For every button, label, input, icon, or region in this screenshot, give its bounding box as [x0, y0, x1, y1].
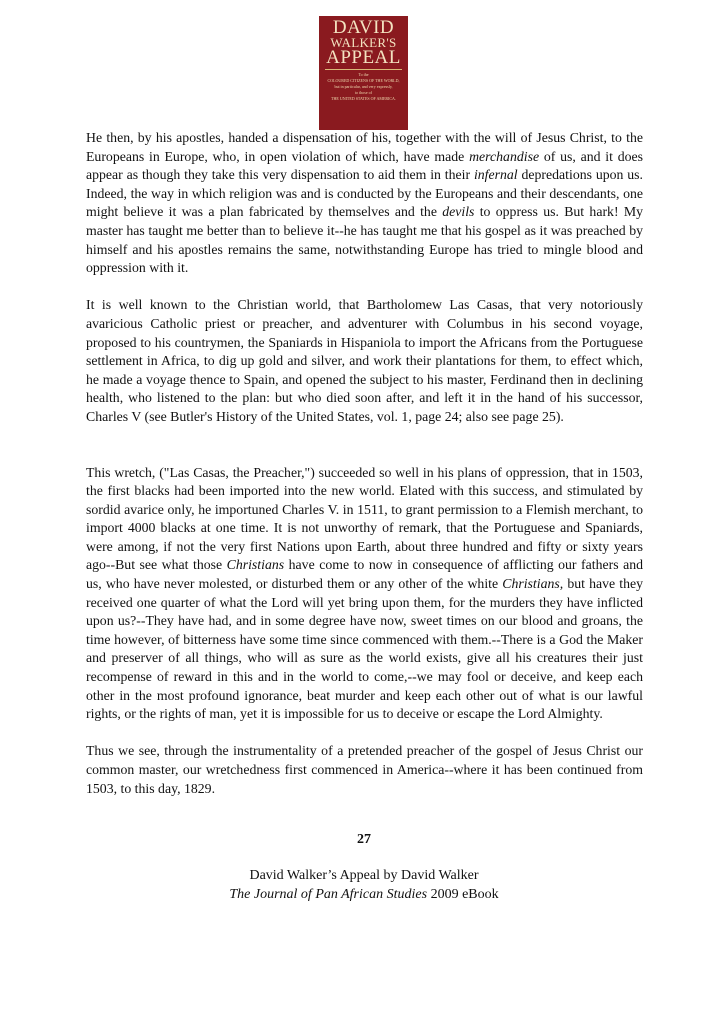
cover-subtitle-2: COLOURED CITIZENS OF THE WORLD,: [327, 78, 400, 83]
text-run: Thus we see, through the instrumentality of a pretended preacher of the gospel of Jesus Christ our common master, our wretchedness first commenced in America--where it has been continued from 1503, to this day, 1829.: [86, 743, 643, 796]
text-run: have come to now in consequence of afflicting our fathers and us, who have never molested, or disturbed them or any other of the white: [86, 557, 643, 592]
cover-subtitle-5: THE UNITED STATES OF AMERICA.: [331, 96, 396, 101]
text-run: but have they received one quarter of what the Lord will yet bring upon them, for the murders they have inflicted upon us?--They have had, and in some degree have now, sweet times on our blood and groans, the time however, of bitterness have some time since commenced with them.--There is a God the Maker and preserver of all things, who will as sure as the world exists, give all his creatures their just recompense of reward in this and in the world to come,--we may fool or deceive, and keep each other in the most profound ignorance, beat murder and keep each other out of what is our lawful rights, or the rights of man, yet it is impossible for us to deceive or escape the Lord Almighty.: [86, 576, 643, 722]
italic-text: infernal: [473, 167, 518, 183]
text-run: It is well known to the Christian world, that Bartholomew Las Casas, that very notoriously avaricious Catholic priest or preacher, and adventurer with Columbus in his second voyage, proposed to his countrymen, the Spaniards in Hispaniola to import the Africans from the Portuguese settlement in Africa, to dig up gold and silver, and work their plantations for them, to effect which, he made a voyage thence to Spain, and opened the subject to his master, Ferdinand then in declining health, who listened to the plan: but who died soon after, and left it in the hand of his successor, Charles V (see Butler's History of the United States, vol. 1, page 24; also see page 25).: [86, 297, 643, 424]
cover-divider: [325, 69, 402, 70]
italic-text: Christians,: [502, 576, 564, 592]
paragraph: [86, 129, 643, 278]
text-run: to oppress us. But hark! My master has taught me better than to believe it--he has taught me that his gospel as it was preached by himself and his apostles remains the same, notwithstanding Europe has tried to mingle blood and oppression with it.: [86, 204, 643, 276]
cover-subtitle-1: To the: [358, 72, 369, 77]
italic-text: devils: [442, 204, 475, 220]
italic-text: Christians: [226, 557, 285, 573]
footer-title: David Walker’s Appeal by David Walker: [249, 868, 479, 883]
text-run: of us, and it does appear as though they take this very dispensation to aid them in their: [86, 148, 643, 183]
cover-subtitle-4: to those of: [355, 90, 372, 95]
footer-journal: [0, 885, 728, 904]
book-cover-image: [319, 16, 408, 130]
text-run: He then, by his apostles, handed a dispensation of his, together with the will of Jesus Christ, to the Europeans in Europe, who, in open violation of which, have made: [86, 130, 643, 164]
paragraph: [86, 464, 643, 724]
journal-edition: 2009 eBook: [427, 887, 499, 902]
body-text: [86, 129, 643, 817]
paragraph: [86, 296, 643, 426]
journal-name: The Journal of Pan African Studies: [229, 887, 428, 902]
cover-title-line-2: WALKER'S: [330, 35, 397, 50]
text-run: depredations upon us. Indeed, the way in which religion was and is conducted by the Europeans and their descendants, one might believe it was a plan fabricated by themselves and the: [86, 167, 643, 220]
paragraph: [86, 742, 643, 798]
text-run: This wretch, ("Las Casas, the Preacher,") succeeded so well in his plans of oppression, that in 1503, the first blacks had been imported into the new world. Elated with this success, and stimulated by sordid avarice only, he importuned Charles V. in 1511, to grant permission to a Flemish merchant, to import 4000 blacks at one time. It is not unworthy of remark, that the Portuguese and Spaniards, were among, if not the very first Nations upon Earth, about three hundred and fifty or sixty years ago--But see what those: [86, 464, 643, 573]
page-number: 27: [357, 832, 371, 847]
cover-title-line-3: APPEAL: [326, 47, 401, 68]
cover-subtitle-3: but in particular, and very expressly,: [334, 84, 393, 89]
cover-title-line-1: DAVID: [332, 17, 395, 38]
italic-text: merchandise: [469, 148, 540, 164]
